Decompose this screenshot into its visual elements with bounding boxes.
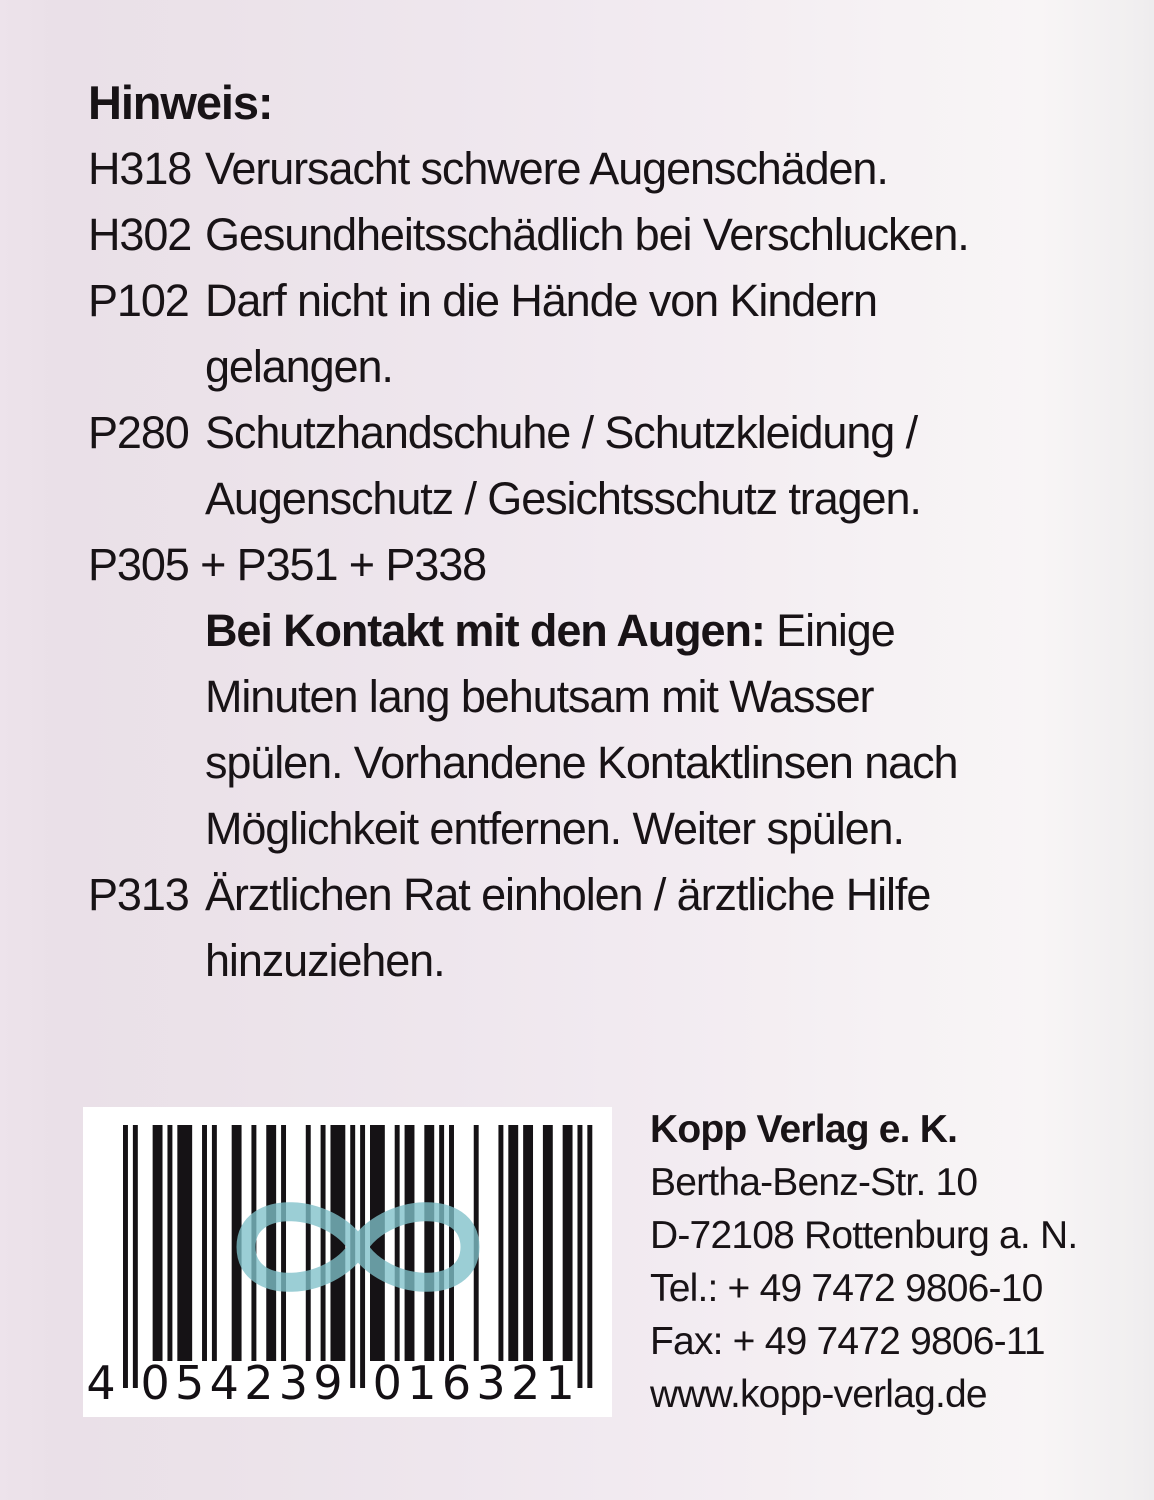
publisher-tel: Tel.: + 49 7472 9806-10 (650, 1267, 1043, 1310)
hazard-text-rest: Darf nicht in die Hände von Kindern (205, 275, 877, 326)
publisher-street: Bertha-Benz-Str. 10 (650, 1161, 978, 1204)
hazard-row (88, 598, 1068, 664)
hazard-text-rest: hinzuziehen. (205, 935, 445, 986)
hazard-row (88, 532, 1068, 598)
svg-text:0: 0 (140, 1356, 170, 1410)
svg-text:4: 4 (86, 1356, 116, 1410)
hazard-text (205, 400, 917, 466)
hazard-row (88, 202, 1068, 268)
hazard-row (88, 136, 1068, 202)
hazard-statements (88, 70, 1068, 994)
svg-text:6: 6 (441, 1356, 472, 1410)
hazard-text (205, 598, 895, 664)
hazard-code: H318 (88, 143, 192, 194)
hazard-text-rest: gelangen. (205, 341, 393, 392)
svg-text:9: 9 (313, 1356, 343, 1410)
svg-text:5: 5 (175, 1356, 205, 1410)
svg-text:1: 1 (407, 1356, 437, 1410)
hazard-text (205, 730, 957, 796)
hazard-text (205, 466, 921, 532)
hazard-code: H302 (88, 209, 192, 260)
hazard-text-rest: Minuten lang behutsam mit Wasser (205, 671, 874, 722)
hazard-text (205, 268, 877, 334)
publisher-block (650, 1103, 1130, 1421)
publisher-fax: Fax: + 49 7472 9806-11 (650, 1320, 1045, 1363)
hazard-text (205, 136, 888, 202)
svg-text:3: 3 (278, 1356, 309, 1410)
hazard-text-rest: Schutzhandschuhe / Schutzkleidung / (205, 407, 917, 458)
ean-barcode (83, 1107, 612, 1417)
hazard-heading (88, 70, 1068, 136)
hazard-text (205, 862, 930, 928)
hazard-text (205, 928, 445, 994)
hazard-row (88, 862, 1068, 928)
hazard-text-rest: Ärztlichen Rat einholen / ärztliche Hilfe (205, 869, 931, 920)
publisher-website: www.kopp-verlag.de (650, 1373, 987, 1416)
hazard-text (205, 334, 393, 400)
hazard-text-rest: spülen. Vorhandene Kontaktlinsen nach (205, 737, 958, 788)
hazard-code: P305 + P351 + P338 (88, 539, 487, 590)
hazard-code: P280 (88, 407, 189, 458)
svg-text:0: 0 (372, 1356, 402, 1410)
publisher-city: D-72108 Rottenburg a. N. (650, 1214, 1078, 1257)
hazard-row (88, 664, 1068, 730)
hazard-row (88, 730, 1068, 796)
hazard-text-rest: Gesundheitsschädlich bei Verschlucken. (205, 209, 969, 260)
hazard-text-rest: Einige (764, 605, 895, 656)
hazard-text (205, 796, 904, 862)
hazard-code: P102 (88, 275, 189, 326)
svg-text:2: 2 (244, 1356, 274, 1410)
hazard-row (88, 268, 1068, 334)
infinity-icon (246, 1212, 470, 1283)
hazard-row (88, 334, 1068, 400)
hazard-row (88, 796, 1068, 862)
hazard-text-rest: Augenschutz / Gesichtsschutz tragen. (205, 473, 921, 524)
svg-text:3: 3 (476, 1356, 506, 1410)
hazard-row (88, 400, 1068, 466)
hazard-code: P313 (88, 869, 189, 920)
hazard-row (88, 928, 1068, 994)
svg-text:2: 2 (510, 1356, 541, 1410)
svg-text:4: 4 (209, 1356, 239, 1410)
hazard-text (205, 664, 873, 730)
svg-text:1: 1 (545, 1356, 575, 1410)
hazard-text-rest: Möglichkeit entfernen. Weiter spülen. (205, 803, 904, 854)
hazard-text-bold: Bei Kontakt mit den Augen: (205, 605, 765, 656)
hazard-text (205, 202, 969, 268)
hazard-heading-text: Hinweis: (88, 76, 273, 129)
hazard-text-rest: Verursacht schwere Augenschäden. (205, 143, 888, 194)
hazard-row (88, 466, 1068, 532)
publisher-name: Kopp Verlag e. K. (650, 1108, 958, 1151)
